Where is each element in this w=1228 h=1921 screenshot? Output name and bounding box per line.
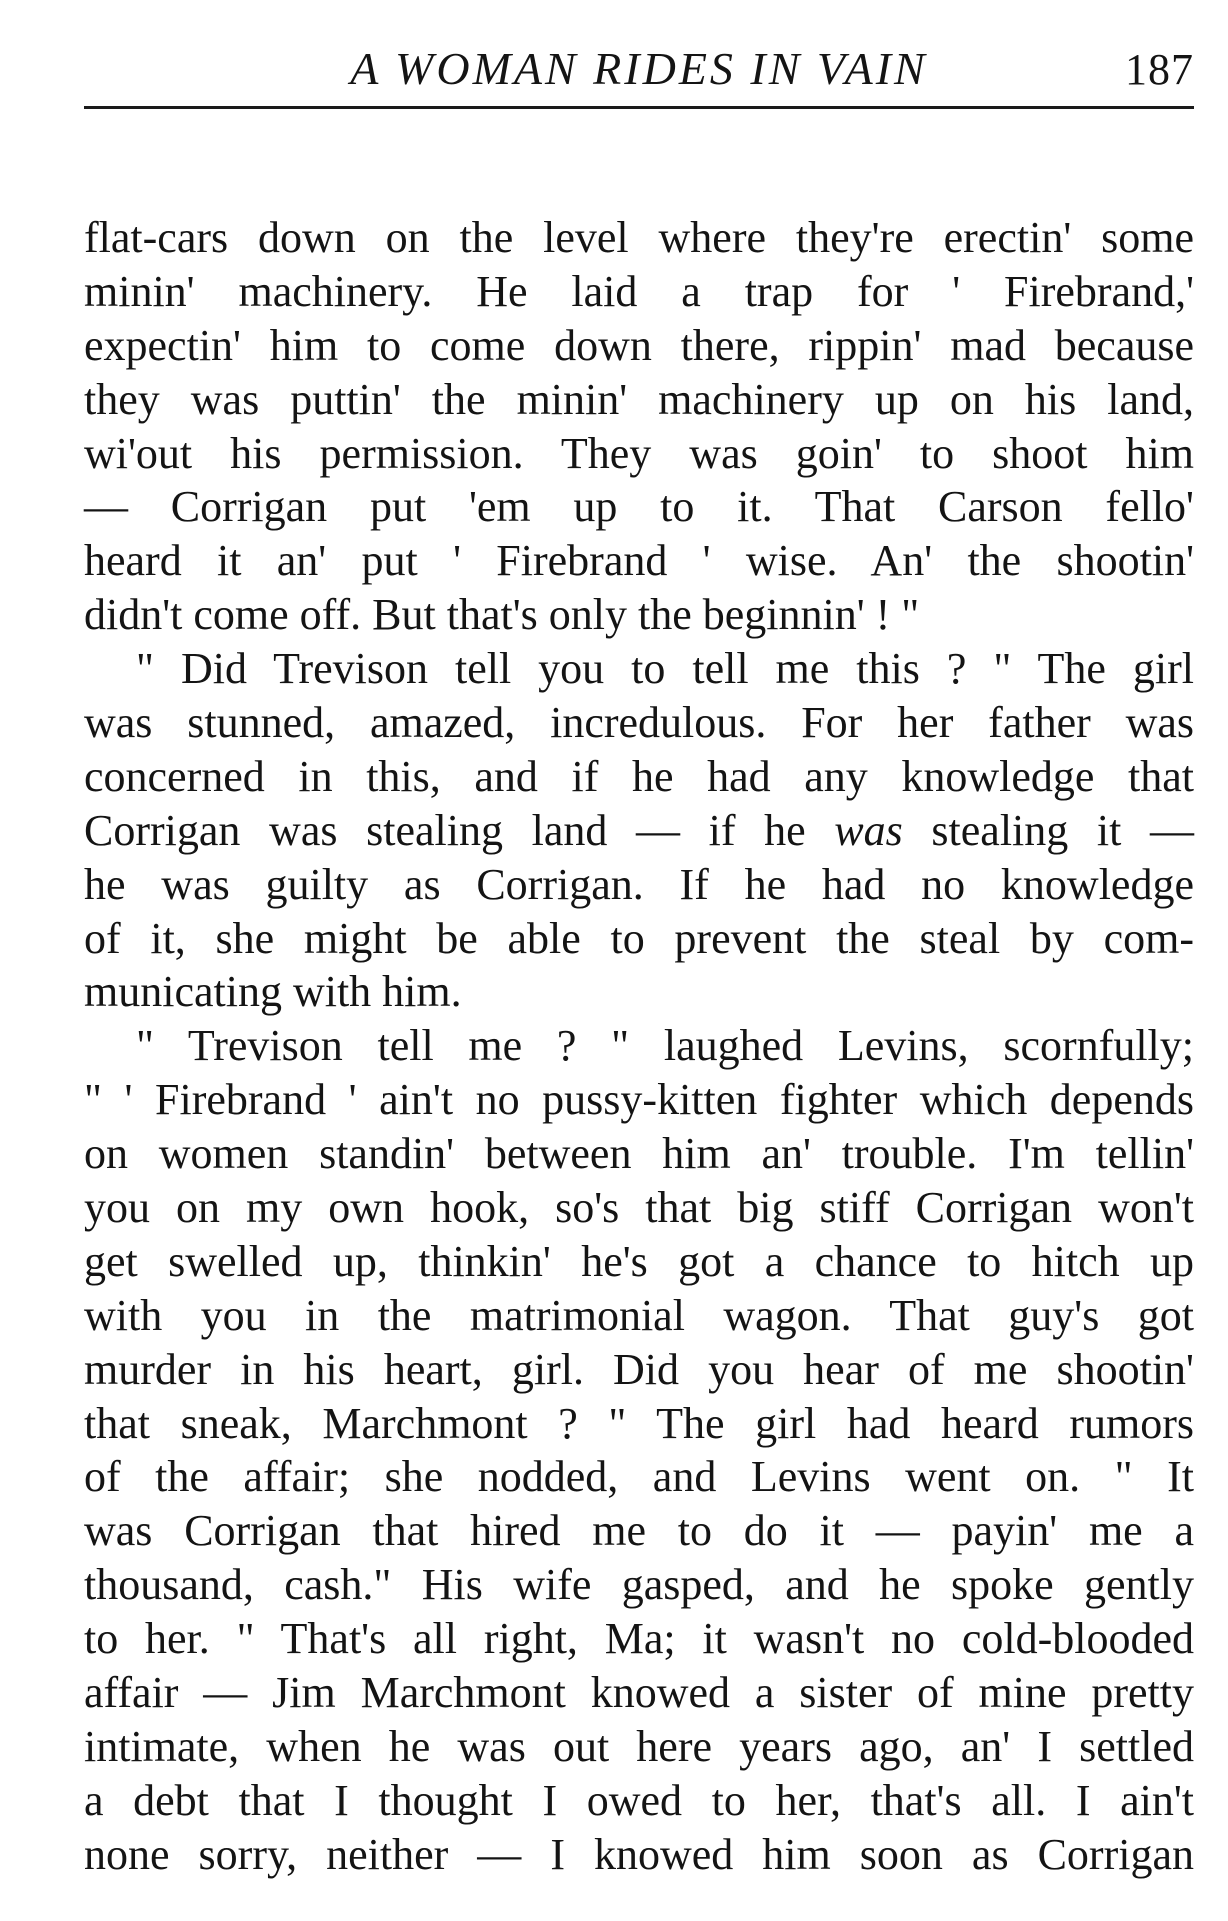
text-line: of it, she might be able to prevent the steal by com- [84, 913, 1194, 963]
text-line: was Corrigan that hired me to do it — payin' me a [84, 1506, 1194, 1556]
text-line: wi'out his permission. They was goin' to shoot him [84, 428, 1194, 478]
text-line: to her. " That's all right, Ma; it wasn't no cold-blooded [84, 1614, 1194, 1664]
text-line: " Trevison tell me ? " laughed Levins, scornfully; [136, 1021, 1194, 1071]
book-page [84, 40, 1194, 1882]
running-header [84, 40, 1194, 109]
text-line: was stunned, amazed, incredulous. For her father was [84, 698, 1194, 748]
text-line: flat-cars down on the level where they're erectin' some [84, 213, 1194, 262]
text-line: " ' Firebrand ' ain't no pussy-kitten fighter which depends [84, 1075, 1194, 1125]
text-line: — Corrigan put 'em up to it. That Carson fello' [84, 482, 1194, 532]
text-line: concerned in this, and if he had any knowledge that [84, 751, 1194, 801]
text-line: they was puttin' the minin' machinery up on his land, [84, 374, 1194, 424]
text-line: thousand, cash." His wife gasped, and he spoke gently [84, 1560, 1194, 1610]
text-line: didn't come off. But that's only the beginnin' ! " [84, 590, 920, 640]
text-line: get swelled up, thinkin' he's got a chance to hitch up [84, 1236, 1194, 1286]
page-number: 187 [1125, 45, 1194, 94]
text-line: that sneak, Marchmont ? " The girl had heard rumors [84, 1398, 1194, 1448]
text-line: on women standin' between him an' trouble. I'm tellin' [84, 1129, 1194, 1179]
body-text [84, 211, 1194, 1882]
text-line: intimate, when he was out here years ago, an' I settled [84, 1721, 1194, 1771]
text-line: with you in the matrimonial wagon. That guy's got [84, 1290, 1194, 1340]
text-line: affair — Jim Marchmont knowed a sister of mine pretty [84, 1668, 1194, 1718]
text-line: minin' machinery. He laid a trap for ' Firebrand,' [84, 266, 1194, 316]
text-line: " Did Trevison tell you to tell me this ? " The girl [136, 644, 1194, 694]
text-line: a debt that I thought I owed to her, that's all. I ain't [84, 1775, 1194, 1825]
emphasized-word: was [834, 805, 903, 855]
running-title: A WOMAN RIDES IN VAIN [350, 43, 928, 94]
text-line: Corrigan was stealing land — if he was stealing it — [84, 805, 1194, 855]
text-line: expectin' him to come down there, rippin' mad because [84, 320, 1194, 370]
text-line: murder in his heart, girl. Did you hear of me shootin' [84, 1344, 1194, 1394]
text-line: he was guilty as Corrigan. If he had no knowledge [84, 859, 1194, 909]
text-line: none sorry, neither — I knowed him soon as Corrigan [84, 1829, 1194, 1879]
text-line: of the affair; she nodded, and Levins went on. " It [84, 1452, 1194, 1502]
text-line: municating with him. [84, 967, 462, 1017]
text-line: you on my own hook, so's that big stiff Corrigan won't [84, 1183, 1194, 1233]
text-line: heard it an' put ' Firebrand ' wise. An' the shootin' [84, 536, 1194, 586]
